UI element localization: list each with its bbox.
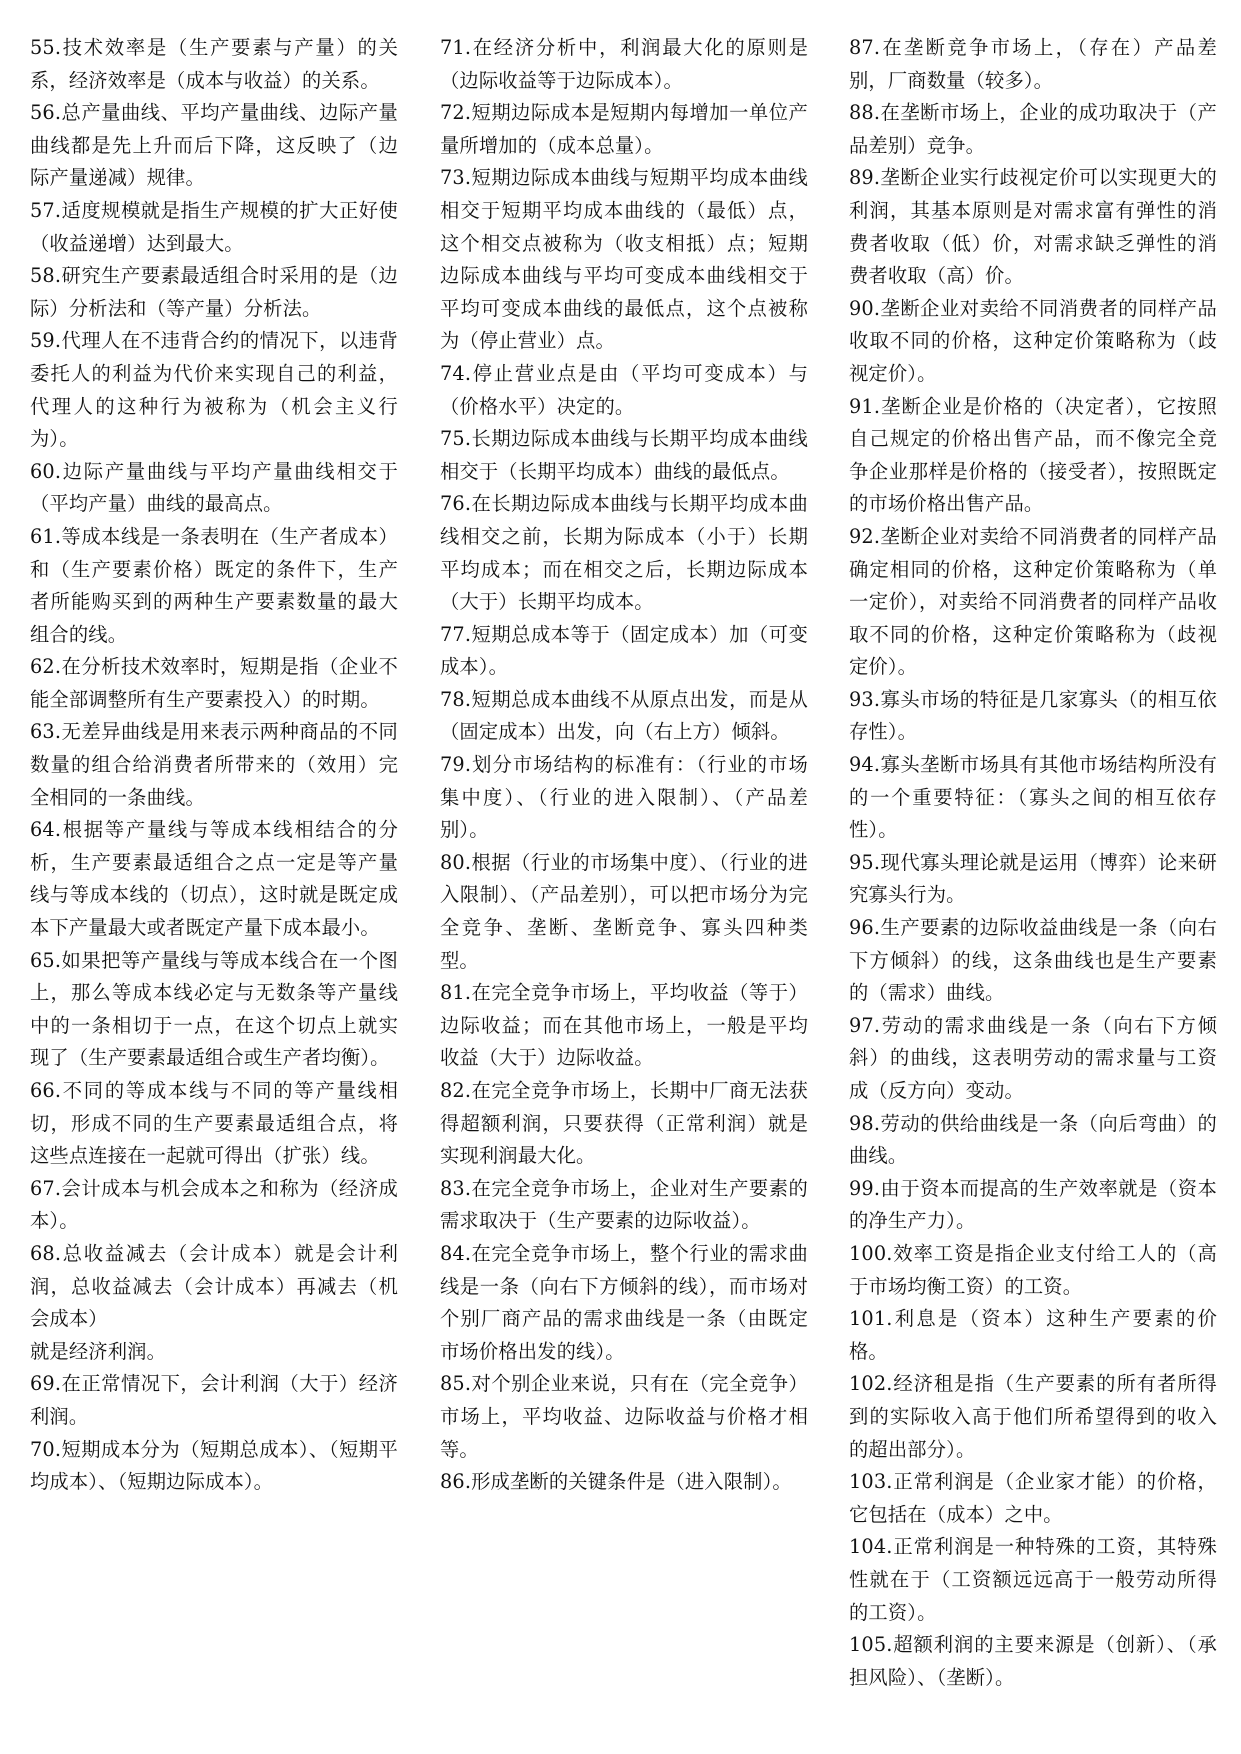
question-item: 94.寡头垄断市场具有其他市场结构所没有的一个重要特征：（寡头之间的相互依存性）。 — [849, 753, 1217, 842]
question-item: 100.效率工资是指企业支付给工人的（高于市场均衡工资）的工资。 — [849, 1241, 1217, 1298]
question-item: 75.长期边际成本曲线与长期平均成本曲线相交于（长期平均成本）曲线的最低点。 — [440, 427, 808, 483]
question-item: 104.正常利润是一种特殊的工资，其特殊性就在于（工资额远远高于一般劳动所得的工资）。 — [849, 1535, 1217, 1624]
question-item: 69.在正常情况下，会计利润（大于）经济利润。 — [30, 1372, 398, 1428]
question-item: 68.总收益减去（会计成本）就是会计利润，总收益减去（会计成本）再减去（机会成本） 就是经济利润。 — [30, 1241, 398, 1363]
question-item: 92.垄断企业对卖给不同消费者的同样产品确定相同的价格，这种定价策略称为（单一定价），对卖给不同消费者的同样产品收取不同的价格，这种定价策略称为（歧视定价）。 — [849, 524, 1217, 679]
question-item: 80.根据（行业的市场集中度）、（行业的进入限制）、（产品差别），可以把市场分为完全竞争、垄断、垄断竞争、寡头四种类型。 — [440, 850, 808, 972]
text-column-left — [30, 32, 398, 1499]
question-item: 61.等成本线是一条表明在（生产者成本）和（生产要素价格）既定的条件下，生产者所能购买到的两种生产要素数量的最大组合的线。 — [30, 524, 398, 646]
question-item: 91.垄断企业是价格的（决定者），它按照自己规定的价格出售产品，而不像完全竞争企业那样是价格的（接受者），按照既定的市场价格出售产品。 — [849, 394, 1217, 516]
question-item: 62.在分析技术效率时，短期是指（企业不能全部调整所有生产要素投入）的时期。 — [30, 655, 398, 711]
question-item: 77.短期总成本等于（固定成本）加（可变成本）。 — [440, 622, 808, 679]
question-item: 70.短期成本分为（短期总成本）、（短期平均成本）、（短期边际成本）。 — [30, 1437, 398, 1494]
question-item: 73.短期边际成本曲线与短期平均成本曲线相交于短期平均成本曲线的（最低）点，这个相交点被称为（收支相抵）点；短期边际成本曲线与平均可变成本曲线相交于平均可变成本曲线的最低点，这个点被称为（停止营业）点。 — [440, 166, 808, 353]
question-item: 85.对个别企业来说，只有在（完全竞争）市场上，平均收益、边际收益与价格才相等。 — [440, 1372, 808, 1461]
question-item: 78.短期总成本曲线不从原点出发，而是从（固定成本）出发，向（右上方）倾斜。 — [440, 687, 808, 744]
question-item: 93.寡头市场的特征是几家寡头（的相互依存性）。 — [849, 687, 1217, 744]
question-item: 64.根据等产量线与等成本线相结合的分析，生产要素最适组合之点一定是等产量线与等成本线的（切点），这时就是既定成本下产量最大或者既定产量下成本最小。 — [30, 818, 398, 940]
question-item: 89.垄断企业实行歧视定价可以实现更大的利润，其基本原则是对需求富有弹性的消费者收取（低）价，对需求缺乏弹性的消费者收取（高）价。 — [849, 166, 1217, 288]
text-column-right — [849, 32, 1217, 1694]
question-item: 76.在长期边际成本曲线与长期平均成本曲线相交之前，长期为际成本（小于）长期平均成本；而在相交之后，长期边际成本（大于）长期平均成本。 — [440, 492, 808, 614]
question-item: 79.划分市场结构的标准有：（行业的市场集中度）、（行业的进入限制）、（产品差别）。 — [440, 753, 808, 842]
question-item: 83.在完全竞争市场上，企业对生产要素的需求取决于（生产要素的边际收益）。 — [440, 1176, 808, 1233]
question-item: 74.停止营业点是由（平均可变成本）与（价格水平）决定的。 — [440, 361, 808, 418]
question-item: 84.在完全竞争市场上，整个行业的需求曲线是一条（向右下方倾斜的线），而市场对个别厂商产品的需求曲线是一条（由既定市场价格出发的线）。 — [440, 1241, 808, 1363]
question-item: 88.在垄断市场上，企业的成功取决于（产品差别）竞争。 — [849, 101, 1217, 157]
question-item: 102.经济租是指（生产要素的所有者所得到的实际收入高于他们所希望得到的收入的超出部分）。 — [849, 1372, 1217, 1461]
question-item: 105.超额利润的主要来源是（创新）、（承担风险）、（垄断）。 — [849, 1633, 1217, 1689]
question-item: 87.在垄断竞争市场上，（存在）产品差别，厂商数量（较多）。 — [849, 36, 1217, 92]
question-item: 67.会计成本与机会成本之和称为（经济成本）。 — [30, 1176, 398, 1233]
question-item: 98.劳动的供给曲线是一条（向后弯曲）的曲线。 — [849, 1111, 1217, 1168]
question-item: 99.由于资本而提高的生产效率就是（资本的净生产力）。 — [849, 1176, 1217, 1233]
question-item: 90.垄断企业对卖给不同消费者的同样产品收取不同的价格，这种定价策略称为（歧视定价）。 — [849, 296, 1217, 385]
question-item: 63.无差异曲线是用来表示两种商品的不同数量的组合给消费者所带来的（效用）完全相同的一条曲线。 — [30, 720, 398, 809]
question-item: 71.在经济分析中，利润最大化的原则是（边际收益等于边际成本）。 — [440, 36, 808, 92]
question-item: 97.劳动的需求曲线是一条（向右下方倾斜）的曲线，这表明劳动的需求量与工资成（反方向）变动。 — [849, 1013, 1217, 1102]
question-item: 95.现代寡头理论就是运用（博弈）论来研究寡头行为。 — [849, 850, 1217, 907]
question-item: 66.不同的等成本线与不同的等产量线相切，形成不同的生产要素最适组合点，将这些点连接在一起就可得出（扩张）线。 — [30, 1079, 398, 1168]
question-item: 81.在完全竞争市场上，平均收益（等于）边际收益；而在其他市场上，一般是平均收益（大于）边际收益。 — [440, 981, 808, 1070]
question-item: 55.技术效率是（生产要素与产量）的关系，经济效率是（成本与收益）的关系。 — [30, 36, 398, 92]
question-item: 96.生产要素的边际收益曲线是一条（向右下方倾斜）的线，这条曲线也是生产要素的（需求）曲线。 — [849, 916, 1217, 1005]
question-item: 72.短期边际成本是短期内每增加一单位产量所增加的（成本总量）。 — [440, 101, 808, 157]
question-item: 60.边际产量曲线与平均产量曲线相交于（平均产量）曲线的最高点。 — [30, 459, 398, 516]
question-item: 65.如果把等产量线与等成本线合在一个图上，那么等成本线必定与无数条等产量线中的一条相切于一点，在这个切点上就实现了（生产要素最适组合或生产者均衡）。 — [30, 948, 398, 1070]
question-item: 58.研究生产要素最适组合时采用的是（边际）分析法和（等产量）分析法。 — [30, 264, 398, 320]
question-item: 86.形成垄断的关键条件是（进入限制）。 — [440, 1470, 792, 1494]
question-item: 101.利息是（资本）这种生产要素的价格。 — [849, 1307, 1217, 1363]
question-item: 57.适度规模就是指生产规模的扩大正好使（收益递增）达到最大。 — [30, 198, 398, 255]
question-item: 103.正常利润是（企业家才能）的价格，它包括在（成本）之中。 — [849, 1470, 1217, 1526]
question-item: 82.在完全竞争市场上，长期中厂商无法获得超额利润，只要获得（正常利润）就是实现利润最大化。 — [440, 1079, 808, 1168]
question-item: 59.代理人在不违背合约的情况下，以违背委托人的利益为代价来实现自己的利益，代理人的这种行为被称为（机会主义行为）。 — [30, 329, 398, 451]
question-item: 56.总产量曲线、平均产量曲线、边际产量曲线都是先上升而后下降，这反映了（边际产量递减）规律。 — [30, 101, 398, 190]
text-column-middle — [440, 32, 808, 1499]
